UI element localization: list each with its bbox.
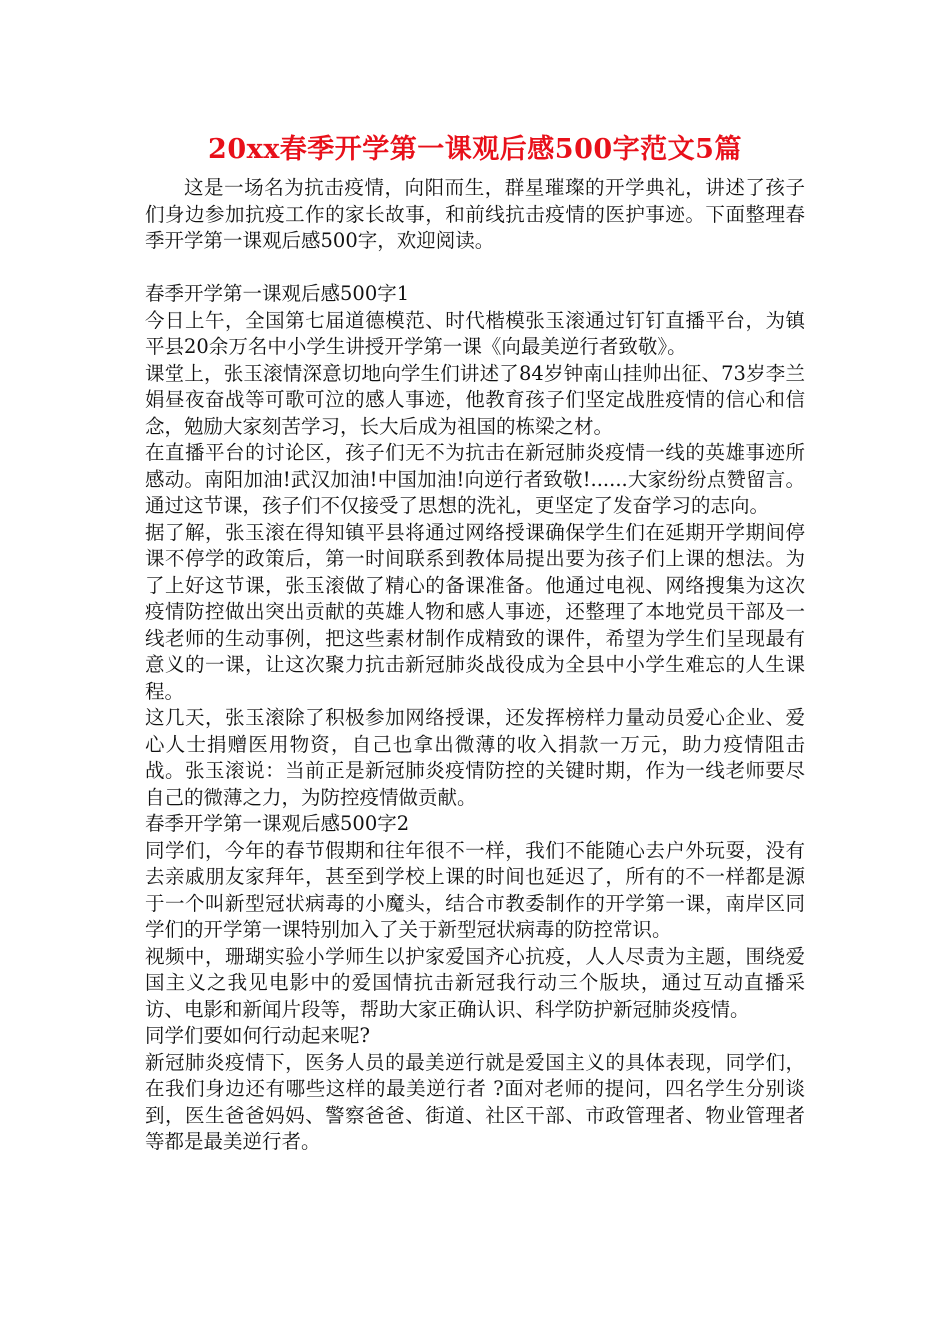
section-1 [145, 281, 805, 811]
intro-paragraph: 这是一场名为抗击疫情，向阳而生，群星璀璨的开学典礼，讲述了孩子们身边参加抗疫工作的家长故事，和前线抗击疫情的医护事迹。下面整理春季开学第一课观后感500字，欢迎阅读。 [145, 176, 805, 252]
blank-line [145, 255, 805, 282]
document-title: 20xx春季开学第一课观后感500字范文5篇 [208, 134, 742, 165]
section-heading: 春季开学第一课观后感500字2 [145, 812, 410, 835]
body-paragraph: 据了解，张玉滚在得知镇平县将通过网络授课确保学生们在延期开学期间停课不停学的政策后，第一时间联系到教体局提出要为孩子们上课的想法。为了上好这节课，张玉滚做了精心的备课准备。他通过电视、网络搜集为这次疫情防控做出突出贡献的英雄人物和感人事迹，还整理了本地党员干部及一线老师的生动事例，把这些素材制作成精致的课件，希望为学生们呈现最有意义的一课，让这次聚力抗击新冠肺炎战役成为全县中小学生难忘的人生课程。 [145, 520, 805, 703]
body-paragraph: 这几天，张玉滚除了积极参加网络授课，还发挥榜样力量动员爱心企业、爱心人士捐赠医用物资，自己也拿出微薄的收入捐款一万元，助力疫情阻击战。张玉滚说：当前正是新冠肺炎疫情防控的关键时期，作为一线老师要尽自己的微薄之力，为防控疫情做贡献。 [145, 706, 805, 809]
body-paragraph: 今日上午，全国第七届道德模范、时代楷模张玉滚通过钉钉直播平台，为镇平县20余万名中小学生讲授开学第一课《向最美逆行者致敬》。 [145, 308, 805, 358]
body-paragraph: 在直播平台的讨论区，孩子们无不为抗击在新冠肺炎疫情一线的英雄事迹所感动。南阳加油!武汉加油!中国加油!向逆行者致敬!......大家纷纷点赞留言。通过这节课，孩子们不仅接受了思想的洗礼，更坚定了发奋学习的志向。 [145, 441, 805, 517]
body-paragraph: 同学们要如何行动起来呢? [145, 1024, 370, 1047]
document-body [145, 175, 805, 1156]
body-paragraph: 同学们，今年的春节假期和往年很不一样，我们不能随心去户外玩耍，没有去亲戚朋友家拜年，甚至到学校上课的时间也延迟了，所有的不一样都是源于一个叫新型冠状病毒的小魔头，结合市教委制作的开学第一课，南岸区同学们的开学第一课特别加入了关于新型冠状病毒的防控常识。 [145, 838, 805, 941]
body-paragraph: 新冠肺炎疫情下，医务人员的最美逆行就是爱国主义的具体表现，同学们，在我们身边还有哪些这样的最美逆行者 ?面对老师的提问，四名学生分别谈到，医生爸爸妈妈、警察爸爸、街道、社区干部、市政管理者、物业管理者等都是最美逆行者。 [145, 1050, 805, 1153]
section-heading: 春季开学第一课观后感500字1 [145, 282, 410, 305]
section-2 [145, 811, 805, 1156]
body-paragraph: 课堂上，张玉滚情深意切地向学生们讲述了84岁钟南山挂帅出征、73岁李兰娟昼夜奋战等可歌可泣的感人事迹，他教育孩子们坚定战胜疫情的信心和信念，勉励大家刻苦学习，长大后成为祖国的栋梁之材。 [145, 361, 805, 438]
body-paragraph: 视频中，珊瑚实验小学师生以护家爱国齐心抗疫，人人尽责为主题，围绕爱国主义之我见电影中的爱国情抗击新冠我行动三个版块，通过互动直播采访、电影和新闻片段等，帮助大家正确认识、科学防护新冠肺炎疫情。 [145, 944, 805, 1021]
